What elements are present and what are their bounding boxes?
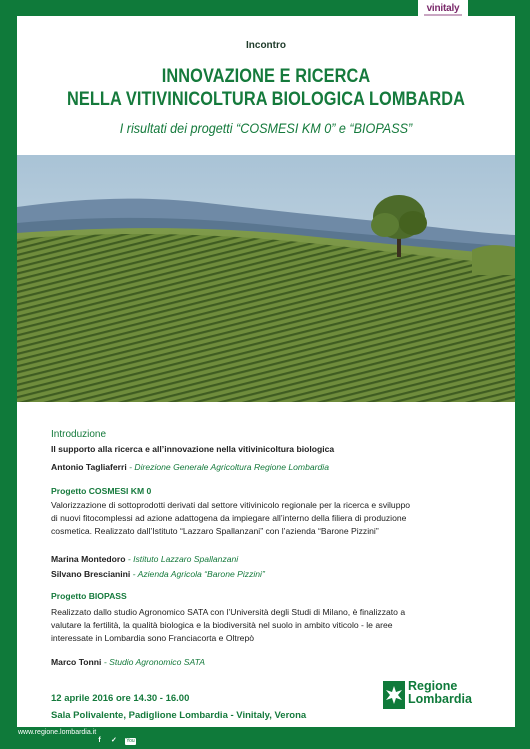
biopass-heading: Progetto BIOPASS <box>51 591 127 601</box>
vineyard-photo <box>17 155 515 402</box>
intro-speaker-role: - Direzione Generale Agricoltura Regione Lombardia <box>126 462 329 472</box>
footer-social-icons <box>96 729 136 744</box>
biopass-speaker <box>51 657 205 667</box>
speaker-role: - Azienda Agricola “Barone Pizzini” <box>130 569 265 579</box>
cosmesi-speaker-2 <box>51 569 265 579</box>
twitter-icon[interactable]: ✓ <box>111 737 117 744</box>
intro-speaker-name: Antonio Tagliaferri <box>51 462 127 472</box>
intro-speaker-line <box>51 462 329 472</box>
regione-lombardia-wordmark <box>408 680 472 706</box>
poster-content <box>17 16 515 727</box>
wordmark-line-2: Lombardia <box>408 692 472 706</box>
speaker-role: - Istituto Lazzaro Spallanzani <box>125 554 239 564</box>
biopass-description <box>51 606 405 645</box>
regione-lombardia-logo <box>383 678 483 712</box>
speaker-name: Marco Tonni <box>51 657 102 667</box>
speaker-role: - Studio Agronomico SATA <box>101 657 205 667</box>
cosmesi-description <box>51 499 410 538</box>
biopass-desc-line-1: Realizzato dallo studio Agronomico SATA con l’Università degli Studi di Milano, è finalizzato a <box>51 607 406 617</box>
footer-website-link[interactable]: www.regione.lombardia.it <box>18 729 97 736</box>
kicker: Incontro <box>246 40 286 51</box>
event-date-time: 12 aprile 2016 ore 14.30 - 16.00 <box>51 693 190 704</box>
intro-topic: Il supporto alla ricerca e all’innovazione nella vitivinicoltura biologica <box>51 444 335 454</box>
speaker-name: Silvano Brescianini <box>51 569 131 579</box>
cosmesi-desc-line-1: Valorizzazione di sottoprodotti derivati dal settore vitivinicolo regionale per la ricerca e sviluppo <box>51 500 411 510</box>
cosmesi-desc-line-2: di nuovi fitocomplessi ad azione adattogena da impiegare all’interno della filiera di produzione <box>51 513 407 523</box>
title-line-2: NELLA VITIVINICOLTURA BIOLOGICA LOMBARDA <box>66 89 465 110</box>
subtitle: I risultati dei progetti “COSMESI KM 0” e “BIOPASS” <box>119 120 413 136</box>
right-frame-band <box>515 0 530 749</box>
facebook-icon[interactable]: f <box>98 737 101 744</box>
regione-lombardia-mark-icon <box>383 681 405 709</box>
cosmesi-desc-line-3: cosmetica. Realizzato dall’Istituto “Lazzaro Spallanzani” con l’azienda “Barone Pizzini” <box>51 526 379 536</box>
biopass-desc-line-3: interessate in Lombardia sono Franciacorta e Oltrepò <box>51 633 255 643</box>
wordmark-line-1: Regione <box>408 679 458 693</box>
speaker-name: Marina Montedoro <box>51 554 126 564</box>
biopass-desc-line-2: valutare la fertilità, la qualità biologica e la biodiversità nel suolo in ambito viticolo - le aree <box>51 620 393 630</box>
title-line-1: INNOVAZIONE E RICERCA <box>161 66 371 87</box>
youtube-icon[interactable]: You <box>126 738 135 744</box>
cosmesi-speaker-1 <box>51 554 238 564</box>
intro-heading: Introduzione <box>51 429 107 440</box>
vinitaly-logo-text: vinitaly <box>426 3 460 14</box>
cosmesi-heading: Progetto COSMESI KM 0 <box>51 486 152 496</box>
event-venue: Sala Polivalente, Padiglione Lombardia - Vinitaly, Verona <box>51 710 307 721</box>
left-frame-band <box>0 0 17 749</box>
